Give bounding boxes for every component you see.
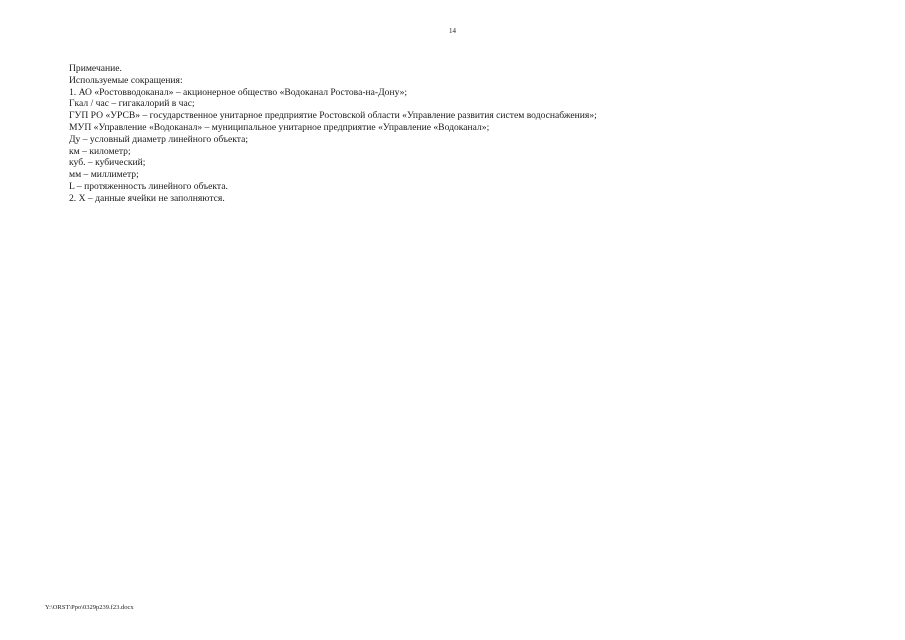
abbreviation-line: ГУП РО «УРСВ» – государственное унитарное предприятие Ростовской области «Управление развития систем водоснабжения»; <box>69 110 597 122</box>
note-heading: Примечание. <box>69 63 122 74</box>
abbreviation-line: МУП «Управление «Водоканал» – муниципальное унитарное предприятие «Управление «Водоканал»; <box>69 121 490 133</box>
note-intro: Используемые сокращения: <box>69 74 183 86</box>
abbreviations-note <box>69 63 869 205</box>
abbreviation-line: Ду – условный диаметр линейного объекта; <box>69 133 249 145</box>
abbreviation-line: куб. – кубический; <box>69 157 146 169</box>
footer-file-path: Y:\ORST\Ppo\0329p239.f23.docx <box>45 604 134 611</box>
abbreviation-line: L – протяженность линейного объекта. <box>69 180 228 192</box>
page-number: 14 <box>449 27 456 35</box>
abbreviation-line: 1. АО «Ростовводоканал» – акционерное общество «Водоканал Ростова-на-Дону»; <box>69 86 408 98</box>
abbreviation-line: км – километр; <box>69 145 131 157</box>
abbreviation-line: Гкал / час – гигакалорий в час; <box>69 98 195 110</box>
abbreviation-line: мм – миллиметр; <box>69 169 139 181</box>
note-item-2: 2. Х – данные ячейки не заполняются. <box>69 192 225 204</box>
